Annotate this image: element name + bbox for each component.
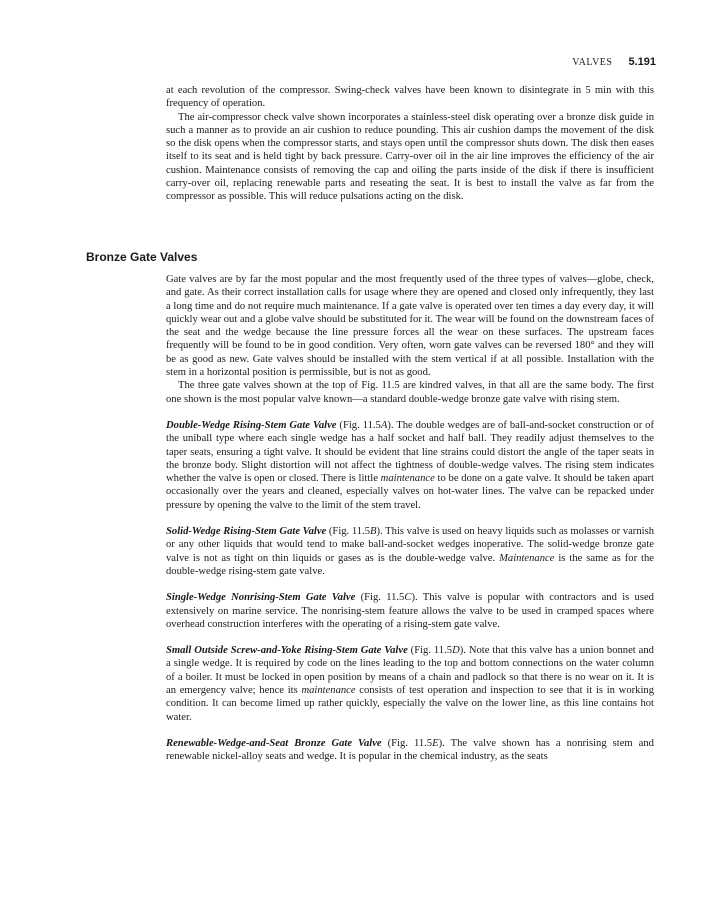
figure-reference: (Fig. 11.5A). <box>336 419 394 431</box>
subsection-paragraph: Small Outside Screw-and-Yoke Rising-Stem Gate Valve (Fig. 11.5D). Note that this valve has a union bonnet and a single wedge. It is required by code on the lines leading to the top and bottom connections on the water column of a boiler. It must be locked in open position by means of a chain and padlock so that there is no wear on it. It is an emergency valve; hence its maintenance consists of test operation and inspection to see that it is in working condition. It can become limed up rather quickly, especially the valve on the lower line, as this line contains hot water. <box>166 645 654 723</box>
subsection-paragraph: Double-Wedge Rising-Stem Gate Valve (Fig. 11.5A). The double wedges are of ball-and-socket construction or of the uniball type where each single wedge has a half socket and half ball. They readily adjust themselves to the taper seats, ensuring a tight valve. It should be evident that line strains could distort the angle of the taper seats in the bronze body. Slight distortion will not affect the tightness of double-wedge valves. The rising stem indicates whether the valve is open or closed. There is little maintenance to be done on a gate valve. It should be taken apart occasionally over the years and cleaned, especially valves on hot-water lines. The valve can be repacked under pressure by opening the valve to the limit of the stem travel. <box>166 419 654 511</box>
section-body <box>166 273 654 764</box>
subsection-paragraph: Solid-Wedge Rising-Stem Gate Valve (Fig. 11.5B). This valve is used on heavy liquids such as molasses or varnish or any other liquids that would tend to make ball-and-socket wedges inoperative. The solid-wedge bronze gate valve is not as tight on thin liquids or gases as is the double-wedge valve. Maintenance is the same as for the double-wedge rising-stem gate valve. <box>166 526 654 577</box>
figure-reference: (Fig. 11.5C). <box>355 592 418 604</box>
paragraph: The three gate valves shown at the top of Fig. 11.5 are kindred valves, in that all are the same body. The first one shown is the most popular valve known—a standard double-wedge bronze gate valve with rising stem. <box>166 380 654 405</box>
subsection-paragraph: Renewable-Wedge-and-Seat Bronze Gate Valve (Fig. 11.5E). The valve shown has a nonrising stem and renewable nickel-alloy seats and wedge. It is popular in the chemical industry, as the seats <box>166 737 654 763</box>
run-in-heading: Solid-Wedge Rising-Stem Gate Valve <box>166 526 327 538</box>
figure-reference: (Fig. 11.5E). <box>381 737 445 749</box>
paragraph: Gate valves are by far the most popular and the most frequently used of the three types of valves—globe, check, and gate. As their correct installation calls for usage where they are opened and closed only infrequently, they last a long time and do not require much maintenance. If a gate valve is operated over ten times a day every day, it will quickly wear out and a globe valve should be substituted for it. The wear will be found on the downstream faces of the seat and the wedge because the line pressure forces all the wear on these surfaces. The upstream faces frequently will be found to be in good condition. Very often, worn gate valves can be reversed 180° and they will be as good as new. Gate valves should be installed with the stem vertical if at all possible. Installation with the stem in a horizontal position is permissible, but is not as good. <box>166 274 654 379</box>
figure-reference: (Fig. 11.5D). <box>407 645 466 657</box>
intro-text <box>166 84 654 204</box>
subsection-paragraph: Single-Wedge Nonrising-Stem Gate Valve (Fig. 11.5C). This valve is popular with contractors and is used extensively on marine service. The nonrising-stem feature allows the valve to be used in cramped spaces where overhead construction interferes with the operating of a rising-stem gate valve. <box>166 592 654 630</box>
running-title: VALVES <box>572 57 613 68</box>
subsection-list <box>166 419 654 764</box>
run-in-heading: Single-Wedge Nonrising-Stem Gate Valve <box>166 592 356 604</box>
paragraph: at each revolution of the compressor. Swing-check valves have been known to disintegrate in 5 min with this frequency of operation. <box>166 85 654 110</box>
run-in-heading: Double-Wedge Rising-Stem Gate Valve <box>166 419 337 431</box>
run-in-heading: Small Outside Screw-and-Yoke Rising-Stem Gate Valve <box>166 645 408 657</box>
section-heading: Bronze Gate Valves <box>86 250 198 264</box>
figure-reference: (Fig. 11.5B). <box>326 526 383 538</box>
paragraph: The air-compressor check valve shown incorporates a stainless-steel disk operating over a bronze disk guide in such a manner as to provide an air cushion to reduce pounding. This air cushion damps the movement of the disk so the disk opens when the compressor starts, and stays open until the compressor shuts down. The disk then eases itself to its seat and is held tight by back pressure. Carry-over oil in the air line improves the efficiency of the air cushion. Maintenance consists of removing the cap and oiling the parts inside of the disk if there is insufficient carry-over oil, replacing renewable parts and reseating the seat. It is best to install the valve as far from the compressor as possible. This will reduce pulsations acting on the disk. <box>166 111 654 203</box>
page-header <box>572 52 656 70</box>
run-in-heading: Renewable-Wedge-and-Seat Bronze Gate Valve <box>166 737 382 749</box>
page-number: 5.191 <box>628 56 656 68</box>
